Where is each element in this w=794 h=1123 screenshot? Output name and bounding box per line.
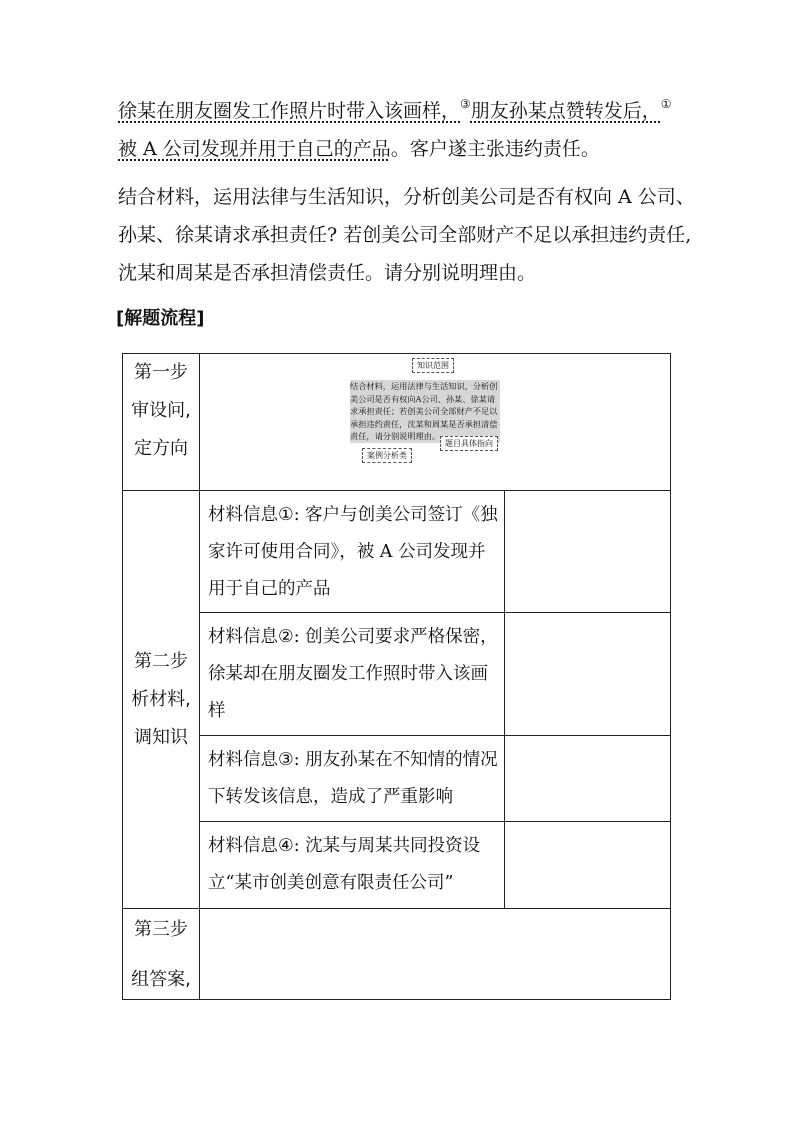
section-heading: [解题流程] <box>116 308 205 329</box>
marker: ③ <box>460 97 471 111</box>
paragraph-line-1 <box>118 96 672 123</box>
step1-label: 第一步 审设问, 定方向 <box>123 354 200 491</box>
material-info-3: 材料信息③: 朋友孙某在不知情的情况下转发该信息，造成了严重影响 <box>200 736 505 822</box>
question-direction-box: 题目具体指向 <box>440 436 498 451</box>
step3-answer-cell <box>200 909 671 1000</box>
step1-diagram-cell <box>200 354 671 491</box>
diagram-question-text: 结合材料，运用法律与生活知识，分析创美公司是否有权向A公司、孙某、徐某请求承担责任；若创美公司全部财产不足以承担违约责任，沈某和周某是否承担清偿责任，请分别说明理由。 <box>350 380 500 443</box>
text-segment: 被 A 公司发现并用于自己的产品 <box>118 138 391 160</box>
step3-label: 第三步 组答案, <box>123 909 200 1000</box>
answer-cell-2 <box>505 613 671 736</box>
paragraph-line-2 <box>118 134 600 161</box>
text-segment: 徐某在朋友圈发工作照片时带入该画样， <box>118 100 461 122</box>
answer-cell-3 <box>505 736 671 822</box>
solution-flow-table <box>122 353 671 1000</box>
question-line-1: 结合材料，运用法律与生活知识，分析创美公司是否有权向 A 公司、 <box>118 186 695 208</box>
question-line-3: 沈某和周某是否承担清偿责任。请分别说明理由。 <box>118 262 537 284</box>
text-segment: 。客户遂主张违约责任。 <box>390 138 600 160</box>
material-info-2: 材料信息②: 创美公司要求严格保密，徐某却在朋友圈发工作照时带入该画样 <box>200 613 505 736</box>
case-type-box: 案例分析类 <box>362 448 412 463</box>
question-analysis-diagram <box>200 354 670 490</box>
material-info-1: 材料信息①: 客户与创美公司签订《独家许可使用合同》，被 A 公司发现并用于自己的产品 <box>200 491 505 613</box>
question-line-2: 孙某、徐某请求承担责任? 若创美公司全部财产不足以承担违约责任, <box>118 224 692 246</box>
knowledge-scope-box: 知识范围 <box>412 358 454 373</box>
text-segment: 朋友孙某点赞转发后， <box>470 100 661 122</box>
step2-label: 第二步 析材料, 调知识 <box>123 491 200 909</box>
answer-cell-4 <box>505 822 671 909</box>
marker: ① <box>660 97 672 111</box>
answer-cell-1 <box>505 491 671 613</box>
material-info-4: 材料信息④: 沈某与周某共同投资设立“某市创美创意有限责任公司” <box>200 822 505 909</box>
